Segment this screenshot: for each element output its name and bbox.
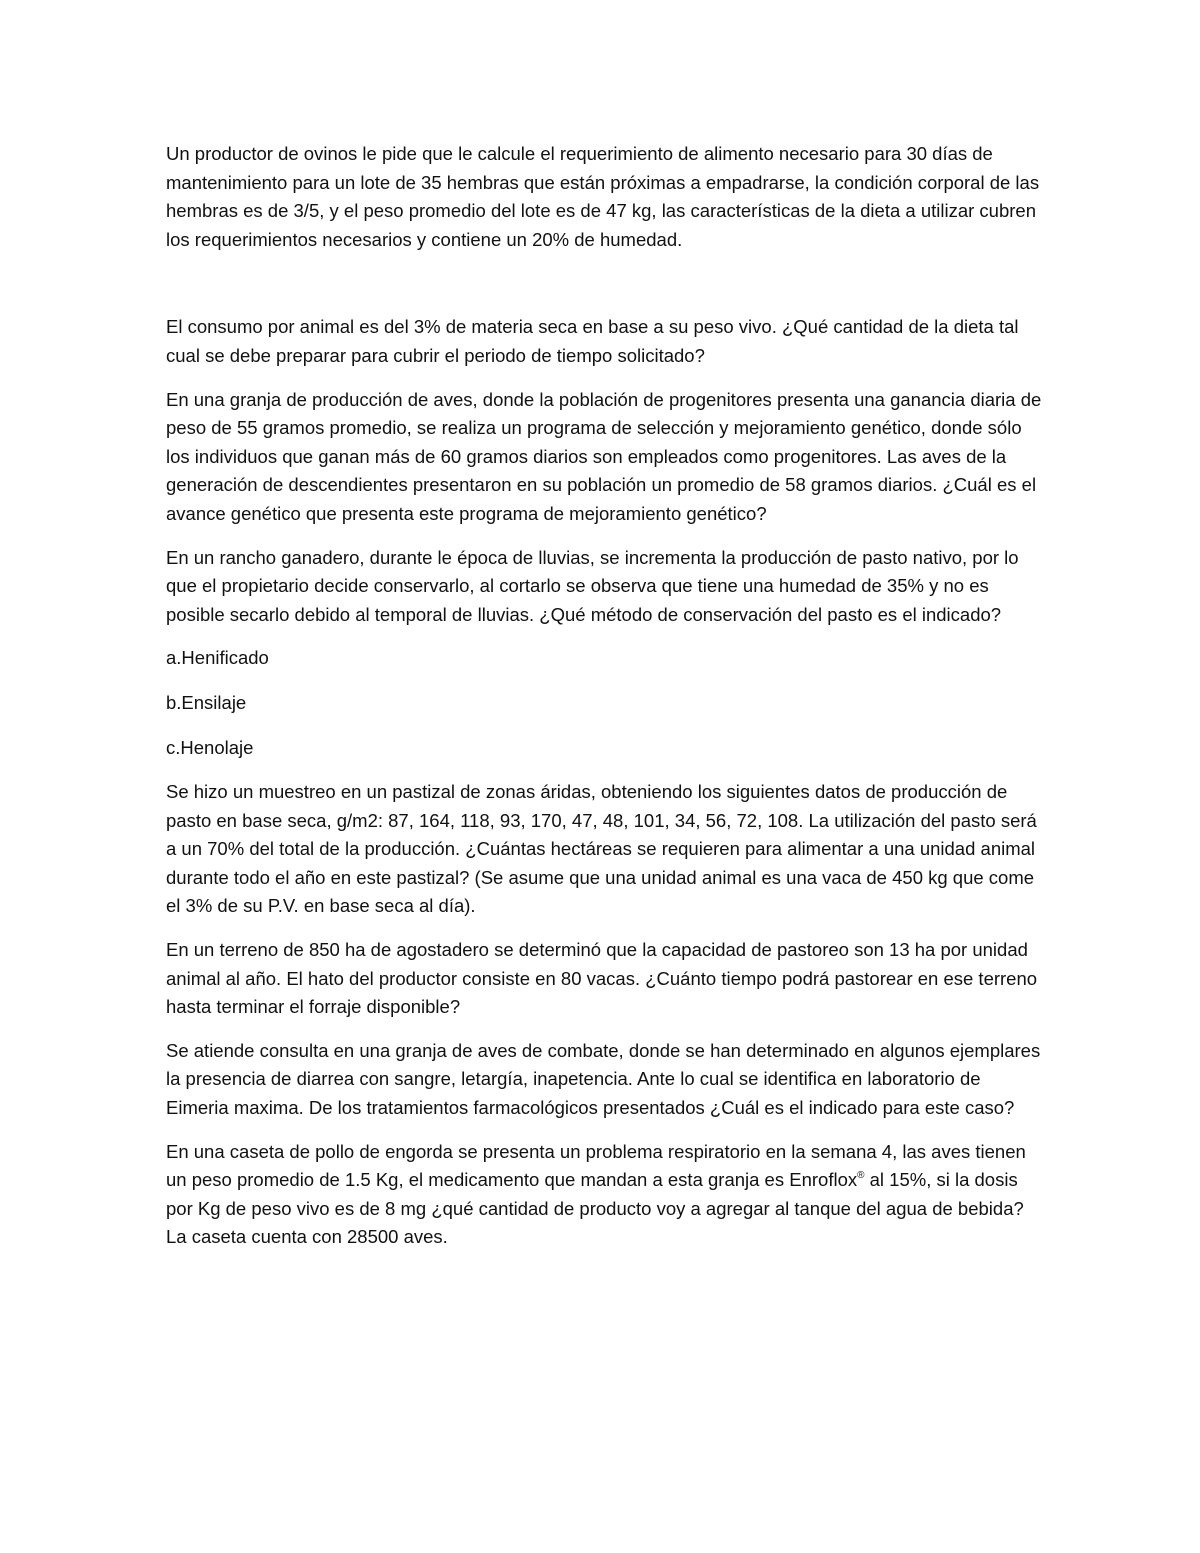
paragraph-combat-birds: Se atiende consulta en una granja de aves de combate, donde se han determinado en algunos ejemplares la presencia de diarrea con sangre, letargía, inapetencia. Ante lo cual se identifica en laboratorio de Eimeria maxima. De los tratamientos farmacológicos presentados ¿Cuál es el indicado para este caso? — [166, 1039, 1041, 1119]
registered-mark: ® — [857, 1170, 865, 1182]
document-page — [166, 140, 1046, 1267]
option-a: a.Henificado — [166, 647, 269, 669]
paragraph-pasture-conservation: En un rancho ganadero, durante le época de lluvias, se incrementa la producción de pasto nativo, por lo que el propietario decide conservarlo, al cortarlo se observa que tiene una humedad de 35% y no es posible secarlo debido al temporal de lluvias. ¿Qué método de conservación del pasto es el indicado? — [166, 546, 1019, 625]
option-b: b.Ensilaje — [166, 691, 247, 713]
paragraph-genetic-gain: En una granja de producción de aves, donde la población de progenitores presenta una ganancia diaria de peso de 55 gramos promedio, se realiza un programa de selección y mejoramiento genético, donde sólo los individuos que ganan más de 60 gramos diarios son empleados como progenitores. Las aves de la generación de descendientes presentaron en su población un promedio de 58 gramos diarios. ¿Cuál es el avance genético que presenta este programa de mejoramiento genético? — [166, 388, 1042, 524]
paragraph-broiler-medication — [166, 1138, 1046, 1252]
paragraph-grassland-sampling: Se hizo un muestreo en un pastizal de zonas áridas, obteniendo los siguientes datos de producción de pasto en base seca, g/m2: 87, 164, 118, 93, 170, 47, 48, 101, 34, 56, 72, 108. La utilización del pasto será a un 70% del total de la producción. ¿Cuántas hectáreas se requieren para alimentar a una unidad animal durante todo el año en este pastizal? (Se asume que una unidad animal es una vaca de 450 kg que come el 3% de su P.V. en base seca al día). — [166, 781, 1037, 917]
paragraph-sheep-feed: Un productor de ovinos le pide que le calcule el requerimiento de alimento necesario para 30 días de mantenimiento para un lote de 35 hembras que están próximas a empadrarse, la condición corporal de las hembras es de 3/5, y el peso promedio del lote es de 47 kg, las características de la dieta a utilizar cubren los requerimientos necesarios y contiene un 20% de humedad. — [166, 143, 1040, 250]
paragraph-dry-matter: El consumo por animal es del 3% de materia seca en base a su peso vivo. ¿Qué cantidad de la dieta tal cual se debe preparar para cubrir el periodo de tiempo solicitado? — [166, 316, 1019, 366]
broiler-text-part2: al 15%, si la dosis por Kg de peso vivo es de 8 mg ¿qué cantidad de producto voy a agregar al tanque del agua de bebida? La caseta cuenta con 28500 aves. — [166, 1169, 1024, 1248]
option-c: c.Henolaje — [166, 736, 254, 758]
broiler-text-part1: En una caseta de pollo de engorda se presenta un problema respiratorio en la semana 4, las aves tienen un peso promedio de 1.5 Kg, el medicamento que mandan a esta granja es Enroflox — [166, 1140, 1026, 1191]
paragraph-grazing-capacity: En un terreno de 850 ha de agostadero se determinó que la capacidad de pastoreo son 13 ha por unidad animal al año. El hato del productor consiste en 80 vacas. ¿Cuánto tiempo podrá pastorear en ese terreno hasta terminar el forraje disponible? — [166, 939, 1038, 1018]
